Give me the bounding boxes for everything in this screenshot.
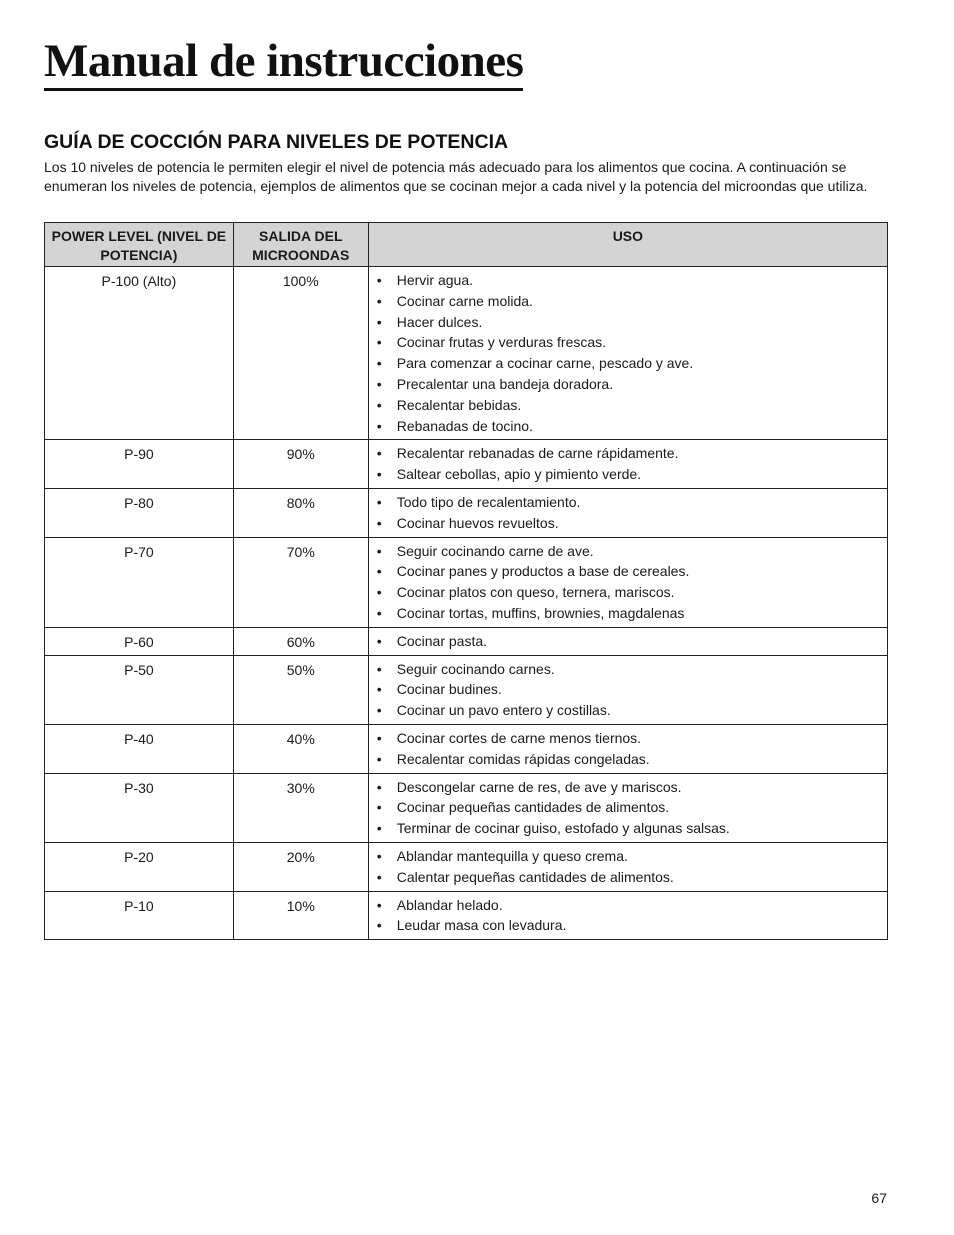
output-cell: 80% [233, 488, 368, 537]
list-item: • Cocinar frutas y verduras frescas. [375, 332, 881, 353]
intro-paragraph: Los 10 niveles de potencia le permiten elegir el nivel de potencia más adecuado para los alimentos que cocina. A continuación se enumeran los niveles de potencia, ejemplos de alimentos que se cocinan mejor a cada nivel y la potencia del microondas que utiliza. [44, 159, 868, 194]
list-item: • Cocinar budines. [375, 679, 881, 700]
list-item: • Para comenzar a cocinar carne, pescado y ave. [375, 353, 881, 374]
output-cell: 100% [233, 267, 368, 440]
output-cell: 30% [233, 773, 368, 842]
uses-list [375, 631, 881, 652]
list-item: • Precalentar una bandeja doradora. [375, 374, 881, 395]
list-item: • Calentar pequeñas cantidades de alimentos. [375, 867, 881, 888]
uses-cell [368, 655, 887, 724]
section-heading: GUÍA DE COCCIÓN PARA NIVELES DE POTENCIA [44, 131, 509, 153]
table-row [45, 627, 888, 655]
table-row [45, 440, 888, 489]
list-item: • Ablandar helado. [375, 895, 881, 916]
power-level-cell: P-10 [45, 891, 234, 940]
output-cell: 90% [233, 440, 368, 489]
uses-list [375, 270, 881, 436]
list-item: • Cocinar pequeñas cantidades de alimentos. [375, 797, 881, 818]
list-item: • Hervir agua. [375, 270, 881, 291]
table-row [45, 267, 888, 440]
list-item: • Seguir cocinando carne de ave. [375, 541, 881, 562]
power-level-cell: P-50 [45, 655, 234, 724]
table-row [45, 773, 888, 842]
uses-cell [368, 773, 887, 842]
power-level-cell: P-60 [45, 627, 234, 655]
power-level-cell: P-80 [45, 488, 234, 537]
table-row [45, 537, 888, 627]
table-row [45, 655, 888, 724]
uses-list [375, 659, 881, 721]
power-level-cell: P-20 [45, 842, 234, 891]
uses-list [375, 541, 881, 624]
uses-cell [368, 537, 887, 627]
uses-cell [368, 488, 887, 537]
table-row [45, 724, 888, 773]
list-item: • Cocinar pasta. [375, 631, 881, 652]
list-item: • Hacer dulces. [375, 312, 881, 333]
list-item: • Cocinar cortes de carne menos tiernos. [375, 728, 881, 749]
power-level-cell: P-30 [45, 773, 234, 842]
list-item: • Terminar de cocinar guiso, estofado y algunas salsas. [375, 818, 881, 839]
list-item: • Saltear cebollas, apio y pimiento verde. [375, 464, 881, 485]
output-cell: 40% [233, 724, 368, 773]
output-cell: 60% [233, 627, 368, 655]
uses-cell [368, 842, 887, 891]
output-cell: 20% [233, 842, 368, 891]
list-item: • Recalentar bebidas. [375, 395, 881, 416]
output-cell: 70% [233, 537, 368, 627]
uses-cell [368, 440, 887, 489]
power-level-cell: P-100 (Alto) [45, 267, 234, 440]
list-item: • Cocinar carne molida. [375, 291, 881, 312]
header-power-level: POWER LEVEL (NIVEL DE POTENCIA) [45, 223, 234, 267]
output-cell: 50% [233, 655, 368, 724]
output-cell: 10% [233, 891, 368, 940]
power-level-cell: P-70 [45, 537, 234, 627]
list-item: • Seguir cocinando carnes. [375, 659, 881, 680]
power-level-cell: P-90 [45, 440, 234, 489]
uses-list [375, 492, 881, 534]
list-item: • Rebanadas de tocino. [375, 416, 881, 437]
uses-list [375, 777, 881, 839]
table-row [45, 891, 888, 940]
uses-list [375, 443, 881, 485]
list-item: • Leudar masa con levadura. [375, 915, 881, 936]
uses-cell [368, 627, 887, 655]
list-item: • Cocinar tortas, muffins, brownies, magdalenas [375, 603, 881, 624]
list-item: • Cocinar un pavo entero y costillas. [375, 700, 881, 721]
list-item: • Recalentar rebanadas de carne rápidamente. [375, 443, 881, 464]
list-item: • Cocinar huevos revueltos. [375, 513, 881, 534]
uses-cell [368, 891, 887, 940]
list-item: • Descongelar carne de res, de ave y mariscos. [375, 777, 881, 798]
table-header-row [45, 223, 888, 267]
table-row [45, 842, 888, 891]
power-level-table [44, 222, 888, 940]
page-number: 67 [871, 1190, 887, 1206]
header-uses: USO [368, 223, 887, 267]
list-item: • Cocinar panes y productos a base de cereales. [375, 561, 881, 582]
table-row [45, 488, 888, 537]
list-item: • Todo tipo de recalentamiento. [375, 492, 881, 513]
uses-list [375, 895, 881, 937]
page-title: Manual de instrucciones [44, 34, 523, 91]
header-microwave-output: SALIDA DEL MICROONDAS [233, 223, 368, 267]
power-level-cell: P-40 [45, 724, 234, 773]
uses-list [375, 846, 881, 888]
uses-list [375, 728, 881, 770]
uses-cell [368, 724, 887, 773]
uses-cell [368, 267, 887, 440]
list-item: • Ablandar mantequilla y queso crema. [375, 846, 881, 867]
table-body [45, 267, 888, 940]
list-item: • Cocinar platos con queso, ternera, mariscos. [375, 582, 881, 603]
list-item: • Recalentar comidas rápidas congeladas. [375, 749, 881, 770]
